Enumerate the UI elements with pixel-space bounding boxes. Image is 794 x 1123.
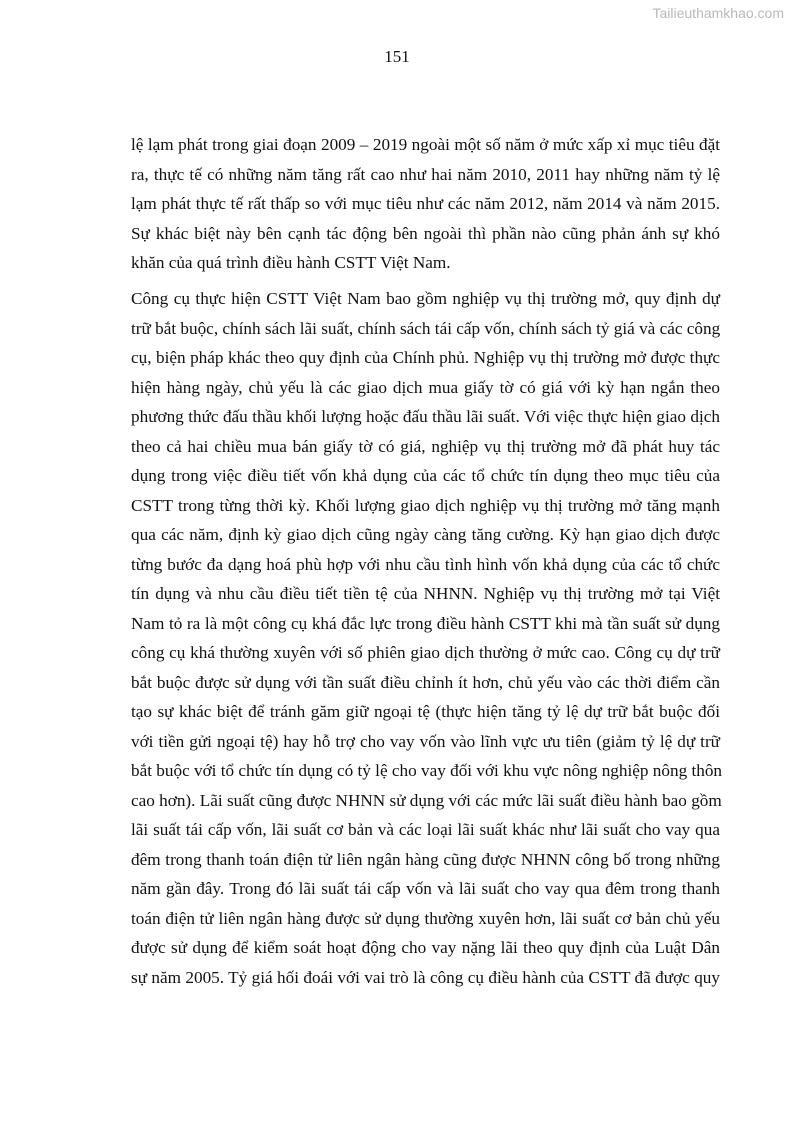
text-line: năm gần đây. Trong đó lãi suất tái cấp vốn và lãi suất cho vay qua đêm trong thanh xyxy=(131,879,720,898)
text-line: tín dụng và nhu cầu điều tiết tiền tệ của NHNN. Nghiệp vụ thị trường mở tại Việt xyxy=(131,584,720,603)
text-line: từng bước đa dạng hoá phù hợp với nhu cầu tình hình vốn khả dụng của các tổ chức xyxy=(131,554,720,574)
paragraph-1 xyxy=(131,130,720,278)
text-line: trữ bắt buộc, chính sách lãi suất, chính sách tái cấp vốn, chính sách tỷ giá và các công xyxy=(131,318,721,338)
text-line: được sử dụng để kiểm soát hoạt động cho vay nặng lãi theo quy định của Luật Dân xyxy=(131,938,720,957)
text-line: hiện hàng ngày, chủ yếu là các giao dịch mua giấy tờ có giá với kỳ hạn ngắn theo xyxy=(131,377,720,397)
text-line: lạm phát thực tế rất thấp so với mục tiêu như các năm 2012, năm 2014 và năm 2015. xyxy=(131,194,720,213)
paragraph-2 xyxy=(131,284,723,992)
text-line: tạo sự khác biệt để tránh găm giữ ngoại tệ (thực hiện tăng tỷ lệ dự trữ bắt buộc đối xyxy=(131,702,720,721)
text-line: Nam tỏ ra là một công cụ khá đắc lực trong điều hành CSTT khi mà tần suất sử dụng xyxy=(131,613,720,633)
text-line: CSTT trong từng thời kỳ. Khối lượng giao dịch nghiệp vụ thị trường mở tăng mạnh xyxy=(131,495,720,515)
text-line: lệ lạm phát trong giai đoạn 2009 – 2019 ngoài một số năm ở mức xấp xỉ mục tiêu đặt xyxy=(131,135,720,154)
text-line: qua các năm, định kỳ giao dịch cũng ngày càng tăng cường. Kỳ hạn giao dịch được xyxy=(131,525,720,544)
page-number: 151 xyxy=(384,47,410,66)
text-line: phương thức đấu thầu khối lượng hoặc đấu thầu lãi suất. Với việc thực hiện giao dịch xyxy=(131,407,720,426)
text-line: Công cụ thực hiện CSTT Việt Nam bao gồm nghiệp vụ thị trường mở, quy định dự xyxy=(131,289,720,308)
text-line: cao hơn). Lãi suất cũng được NHNN sử dụng với các mức lãi suất điều hành bao gồm xyxy=(131,790,722,810)
text-line: ra, thực tế có những năm tăng rất cao như hai năm 2010, 2011 hay những năm tỷ lệ xyxy=(131,164,720,184)
text-line: bắt buộc được sử dụng với tần suất điều chỉnh ít hơn, chủ yếu vào các thời điểm cần xyxy=(131,672,720,692)
text-line: dụng trong việc điều tiết vốn khả dụng của các tổ chức tín dụng theo mục tiêu của xyxy=(131,466,720,485)
text-line: đêm trong thanh toán điện tử liên ngân hàng cũng được NHNN công bố trong những xyxy=(131,849,720,869)
text-line: sự năm 2005. Tỷ giá hối đoái với vai trò là công cụ điều hành của CSTT đã được quy xyxy=(131,967,720,987)
text-line: bắt buộc với tổ chức tín dụng có tỷ lệ cho vay đối với khu vực nông nghiệp nông thôn xyxy=(131,761,723,780)
watermark: Tailieuthamkhao.com xyxy=(652,5,784,21)
text-line: lãi suất tái cấp vốn, lãi suất cơ bản và các loại lãi suất khác như lãi suất cho vay qua xyxy=(131,820,720,839)
text-line: Sự khác biệt này bên cạnh tác động bên ngoài thì phần nào cũng phản ánh sự khó xyxy=(131,223,720,243)
text-line: cụ, biện pháp khác theo quy định của Chính phủ. Nghiệp vụ thị trường mở được thực xyxy=(131,348,720,367)
text-line: toán điện tử liên ngân hàng được sử dụng thường xuyên hơn, lãi suất cơ bản chủ yếu xyxy=(131,908,720,928)
text-line: với tiền gửi ngoại tệ) hay hỗ trợ cho vay vốn vào lĩnh vực ưu tiên (giảm tỷ lệ dự trữ xyxy=(131,731,720,751)
text-line: theo cả hai chiều mua bán giấy tờ có giá, nghiệp vụ thị trường mở đã phát huy tác xyxy=(131,436,720,456)
text-line: công cụ khá thường xuyên với số phiên giao dịch thường ở mức cao. Công cụ dự trữ xyxy=(131,643,720,662)
text-line: khăn của quá trình điều hành CSTT Việt Nam. xyxy=(131,253,451,272)
